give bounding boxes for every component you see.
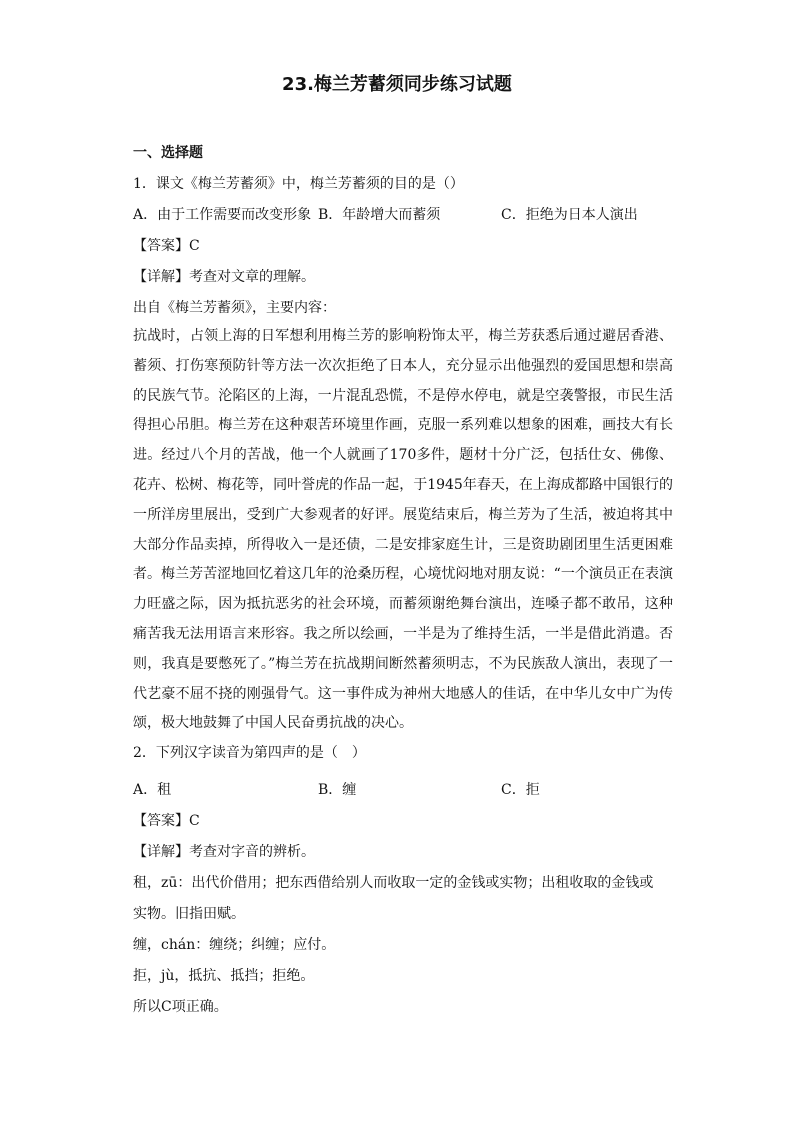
question-2-ju-line: 拒，jù，抵抗、抵挡；拒绝。 (133, 968, 315, 985)
question-2-chan-line: 缠，chán：缠绕；纠缠；应付。 (133, 937, 336, 954)
question-1-detail: 【详解】考查对文章的理解。 (133, 269, 315, 285)
question-1-option-b: B．年龄增大而蓄须 (318, 207, 441, 223)
question-1-answer: 【答案】C (133, 238, 200, 254)
section-heading: 一、选择题 (133, 145, 203, 161)
question-2-option-b: B．缠 (318, 782, 357, 799)
document-title: 23.梅兰芳蓄须同步练习试题 (282, 74, 512, 95)
question-2-answer: 【答案】C (133, 813, 200, 830)
question-2-detail: 【详解】考查对字音的辨析。 (133, 844, 315, 861)
question-1-option-a: A．由于工作需要而改变形象 (133, 207, 312, 223)
question-1-summary: 抗战时，占领上海的日军想利用梅兰芳的影响粉饰太平，梅兰芳获悉后通过避居香港、蓄须、打伤寒预防针等方法一次次拒绝了日本人，充分显示出他强烈的爱国思想和崇高的民族气节。沦陷区的上海，一片混乱恐慌，不是停水停电，就是空袭警报，市民生活得担心吊胆。梅兰芳在这种艰苦环境里作画，克服一系列难以想象的困难，画技大有长进。经过八个月的苦战，他一个人就画了170多件，题材十分广泛，包括仕女、佛像、花卉、松树、梅花等，同叶誉虎的作品一起，于1945年春天，在上海成都路中国银行的一所洋房里展出，受到广大参观者的好评。展览结束后，梅兰芳为了生活，被迫将其中大部分作品卖掉，所得收入一是还债，二是安排家庭生计，三是资助剧团里生活更困难者。梅兰芳苦涩地回忆着这几年的沧桑历程，心境忧闷地对朋友说：“一个演员正在表演力旺盛之际，因为抵抗恶劣的社会环境，而蓄须谢绝舞台演出，连嗓子都不敢吊，这种痛苦我无法用语言来形容。我之所以绘画，一半是为了维持生活，一半是借此消遣。否则，我真是要憋死了。”梅兰芳在抗战期间断然蓄须明志，不为民族敌人演出，表现了一代艺豪不屈不挠的刚强骨气。这一事件成为神州大地感人的佳话，在中华儿女中广为传颂，极大地鼓舞了中国人民奋勇抗战的决心。 (133, 328, 673, 732)
question-2-stem: 2．下列汉字读音为第四声的是（ ） (133, 745, 366, 762)
question-1-source: 出自《梅兰芳蓄须》，主要内容： (133, 300, 336, 316)
question-2-options (133, 780, 673, 800)
question-2-zu-line-1: 租，zū：出代价借用；把东西借给别人而收取一定的金钱或实物；出租收取的金钱或 (133, 875, 654, 892)
question-2-option-a: A．租 (133, 782, 172, 799)
question-2-conclusion: 所以C项正确。 (133, 999, 228, 1016)
question-2-option-c: C．拒 (501, 782, 540, 799)
document-body (133, 143, 673, 1017)
question-1-stem: 1．课文《梅兰芳蓄须》中，梅兰芳蓄须的目的是（） (133, 176, 464, 192)
question-1-options (133, 205, 673, 225)
question-1-option-c: C．拒绝为日本人演出 (501, 207, 638, 223)
question-2-zu-line-2: 实物。旧指田赋。 (133, 906, 245, 923)
